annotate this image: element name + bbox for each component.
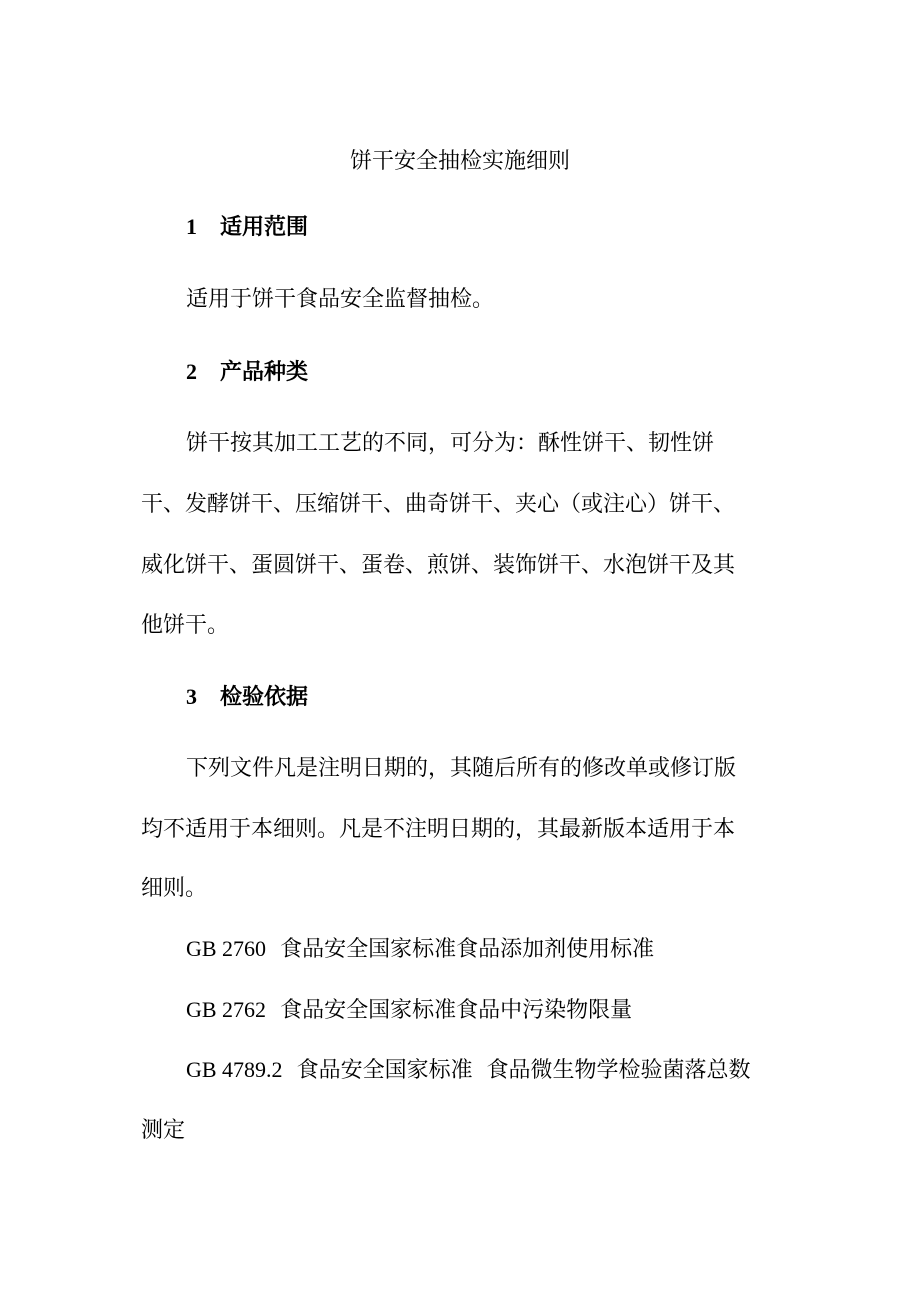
standard-code: GB 2760 [186,936,267,961]
section-title: 产品种类 [220,359,309,385]
paragraph-line: 下列文件凡是注明日期的，其随后所有的修改单或修订版 [186,756,737,781]
standard-name: 食品安全国家标准食品添加剂使用标准 [280,937,655,962]
paragraph-line: 他饼干。 [141,613,230,638]
section-heading-3 [186,681,308,713]
section-heading-2 [186,356,308,388]
standard-reference-continuation: 测定 [141,1118,186,1143]
paragraph-line: 饼干按其加工工艺的不同，可分为：酥性饼干、韧性饼 [186,431,715,456]
section-number: 3 [186,684,197,709]
standard-code: GB 2762 [186,997,267,1022]
section-number: 1 [186,214,197,239]
standard-reference [186,994,632,1027]
section-heading-1 [186,211,308,243]
paragraph-line: 均不适用于本细则。凡是不注明日期的，其最新版本适用于本 [141,817,736,842]
standard-code: GB 4789.2 [186,1057,283,1082]
paragraph-line: 适用于饼干食品安全监督抽检。 [186,287,495,312]
section-title: 适用范围 [220,214,309,240]
standard-name: 食品安全国家标准食品中污染物限量 [280,998,633,1023]
section-number: 2 [186,359,197,384]
standard-name: 食品安全国家标准 食品微生物学检验菌落总数 [296,1058,751,1083]
paragraph-line: 威化饼干、蛋圆饼干、蛋卷、煎饼、装饰饼干、水泡饼干及其 [141,553,736,578]
section-title: 检验依据 [220,684,309,710]
standard-reference [186,1054,751,1087]
document-title: 饼干安全抽检实施细则 [349,149,570,174]
paragraph-line: 干、发酵饼干、压缩饼干、曲奇饼干、夹心（或注心）饼干、 [141,492,736,517]
paragraph-line: 细则。 [141,876,208,901]
standard-reference [186,933,654,966]
